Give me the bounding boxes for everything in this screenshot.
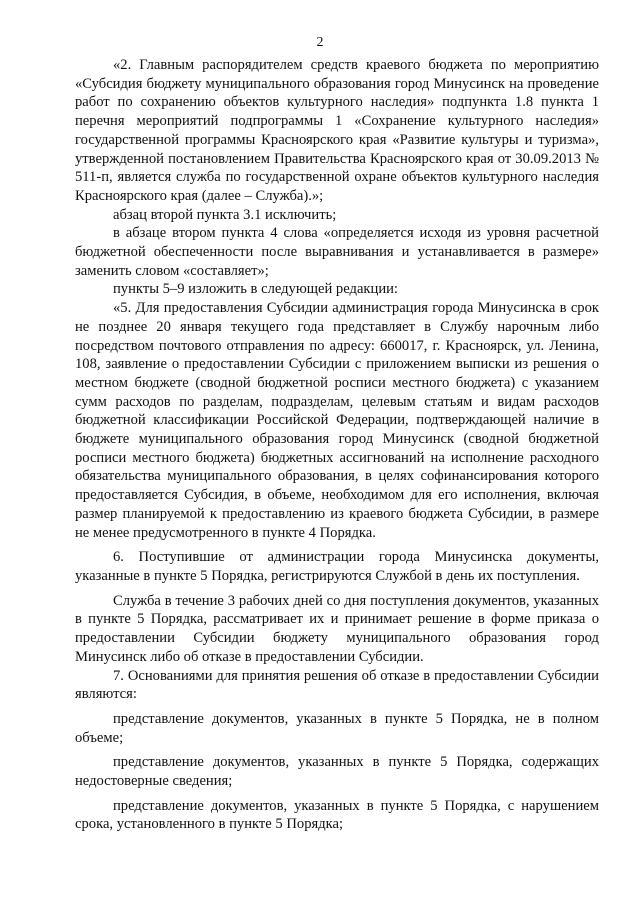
paragraph-item-4-change: в абзаце втором пункта 4 слова «определяется исходя из уровня расчетной бюджетной обеспеченности после выравнивания и устанавливается в размере» заменить словом «составляет»;: [75, 225, 599, 279]
paragraph-reason-late: представление документов, указанных в пункте 5 Порядка, с нарушением срока, установленного в пункте 5 Порядка;: [75, 797, 599, 833]
paragraph-items-5-9-intro: пункты 5–9 изложить в следующей редакции:: [113, 281, 398, 298]
paragraph-item-6: 6. Поступившие от администрации города Минусинска документы, указанные в пункте 5 Порядка, регистрируются Службой в день их поступления.: [75, 549, 599, 584]
paragraph-item-7: 7. Основаниями для принятия решения об отказе в предоставлении Субсидии являются:: [75, 667, 599, 703]
paragraph-service-review: Служба в течение 3 рабочих дней со дня поступления документов, указанных в пункте 5 Порядка, рассматривает их и принимает решение в форме приказа о предоставлении Субсидии бюджету муниципального образования город Минусинск либо об отказе в предоставлении Субсидии.: [75, 592, 599, 665]
paragraph-exclude-3-1: абзац второй пункта 3.1 исключить;: [113, 206, 337, 223]
document-body: [75, 56, 599, 834]
paragraph-item-2: «2. Главным распорядителем средств краевого бюджета по мероприятию «Субсидия бюджету муниципального образования город Минусинск на проведение работ по сохранению объектов культурного наследия» подпункта 1.8 пункта 1 перечня мероприятий подпрограммы 1 «Сохранение культурного наследия» государственной программы Красноярского края «Развитие культуры и туризма», утвержденной постановлением Правительства Красноярского края от 30.09.2013 № 511-п, является служба по государственной охране объектов культурного наследия Красноярского края (далее – Служба).»;: [75, 57, 599, 204]
paragraph-item-5: «5. Для предоставления Субсидии администрация города Минусинска в срок не позднее 20 января текущего года представляет в Службу нарочным либо посредством почтового отправления по адресу: 660017, г. Красноярск, ул. Ленина, 108, заявление о предоставлении Субсидии с приложением выписки из решения о местном бюджете (сводной бюджетной росписи местного бюджета) с указанием сумм расходов по разделам, подразделам, целевым статьям и видам расходов бюджетной классификации Российской Федерации, подтверждающей наличие в бюджете муниципального образования город Минусинск (сводной бюджетной росписи местного бюджета) бюджетных ассигнований на исполнение расходного обязательства муниципального образования, в целях софинансирования которого предоставляется Субсидия, в объеме, необходимом для его исполнения, включая размер планируемой к предоставлению из краевого бюджета Субсидии, в размере не менее предусмотренного в пункте 4 Порядка.: [75, 300, 599, 541]
page-number: 2: [316, 35, 324, 50]
paragraph-reason-false-info: представление документов, указанных в пункте 5 Порядка, содержащих недостоверные сведения;: [75, 754, 599, 790]
paragraph-reason-incomplete: представление документов, указанных в пункте 5 Порядка, не в полном объеме;: [75, 710, 599, 746]
